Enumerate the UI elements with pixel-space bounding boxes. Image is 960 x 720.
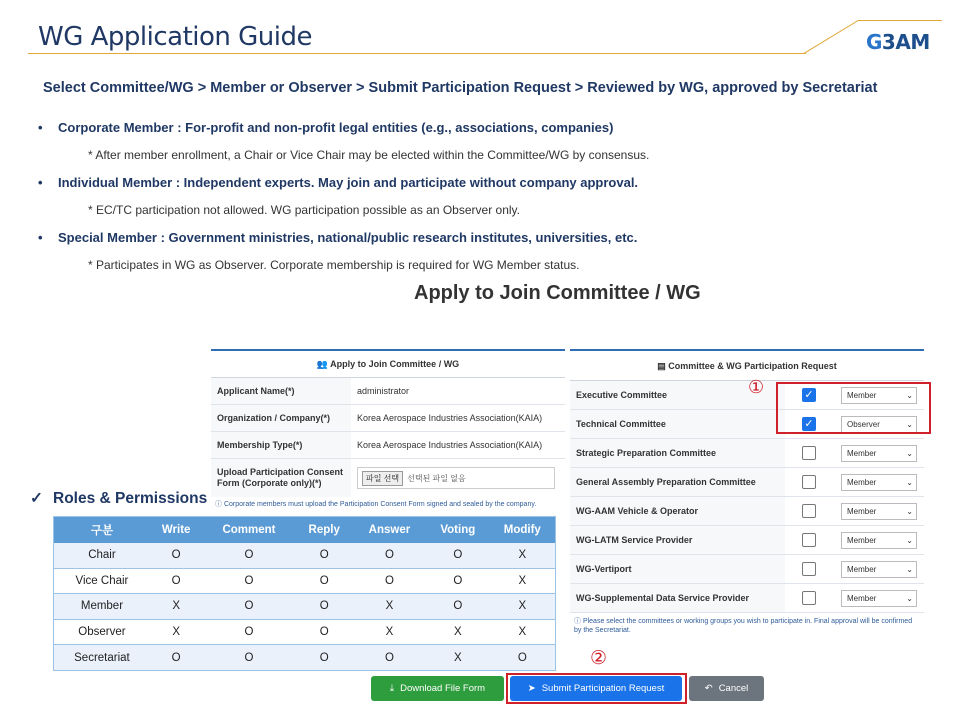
apply-form: [211, 349, 565, 509]
table-cell: O: [202, 594, 296, 620]
column-header: 구분: [54, 517, 151, 543]
table-cell: X: [427, 619, 490, 645]
committee-checkbox[interactable]: ✓: [802, 388, 816, 402]
committee-name: General Assembly Preparation Committee: [570, 468, 785, 496]
organization-field[interactable]: Korea Aerospace Industries Association(KAIA): [357, 413, 543, 423]
choose-file-button[interactable]: 파일 선택: [362, 471, 403, 486]
table-cell: O: [427, 594, 490, 620]
role-select[interactable]: Member ⌄: [841, 590, 917, 607]
chevron-down-icon: ⌄: [906, 535, 913, 545]
committee-row: [570, 468, 924, 497]
table-cell: O: [202, 645, 296, 671]
bullet-individual: • Individual Member : Independent experts. May join and participate without company approval.: [38, 173, 918, 193]
title-underline: [28, 53, 806, 54]
check-icon: ✓: [30, 490, 43, 507]
table-cell: X: [352, 594, 426, 620]
table-cell: O: [202, 543, 296, 569]
table-cell: O: [202, 619, 296, 645]
membership-type-field[interactable]: Korea Aerospace Industries Association(KAIA): [357, 440, 543, 450]
form-row-membership: [211, 432, 565, 459]
page-title: WG Application Guide: [38, 22, 313, 52]
committee-name: WG-Vertiport: [570, 555, 785, 583]
table-cell: O: [150, 543, 201, 569]
table-cell: O: [296, 568, 352, 594]
role-select[interactable]: Member ⌄: [841, 474, 917, 491]
table-row: [54, 568, 556, 594]
roles-title: ✓ Roles & Permissions: [30, 490, 208, 507]
committee-checkbox[interactable]: [802, 533, 816, 547]
table-cell: Chair: [54, 543, 151, 569]
applicant-name-field[interactable]: administrator: [357, 386, 410, 396]
column-header: Comment: [202, 517, 296, 543]
roles-table: [53, 516, 556, 670]
table-row: [54, 594, 556, 620]
committee-row: [570, 439, 924, 468]
table-row: [54, 619, 556, 645]
committee-name: Technical Committee: [570, 410, 785, 438]
role-select[interactable]: Member ⌄: [841, 532, 917, 549]
cancel-button[interactable]: ↶ Cancel: [689, 676, 764, 701]
form-row-applicant: [211, 378, 565, 405]
form-label: Applicant Name(*): [211, 378, 351, 404]
participation-form-header: ▤ Committee & WG Participation Request: [570, 351, 924, 381]
chevron-down-icon: ⌄: [906, 593, 913, 603]
committee-checkbox[interactable]: [802, 446, 816, 460]
form-label: Organization / Company(*): [211, 405, 351, 431]
table-cell: O: [202, 568, 296, 594]
note-corporate: * After member enrollment, a Chair or Vice Chair may be elected within the Committee/WG by consensus.: [88, 148, 650, 162]
highlight-box-submit: [506, 673, 687, 704]
title-overline: [858, 20, 942, 21]
highlight-box-selection: [776, 382, 931, 434]
column-header: Voting: [427, 517, 490, 543]
committee-checkbox[interactable]: [802, 562, 816, 576]
committee-name: WG-AAM Vehicle & Operator: [570, 497, 785, 525]
table-cell: Vice Chair: [54, 568, 151, 594]
column-header: Reply: [296, 517, 352, 543]
chevron-down-icon: ⌄: [906, 477, 913, 487]
table-cell: O: [296, 645, 352, 671]
g3am-logo: G3AM: [866, 30, 930, 54]
committee-checkbox[interactable]: [802, 504, 816, 518]
table-cell: O: [352, 568, 426, 594]
send-icon: ➤: [527, 683, 536, 694]
table-cell: X: [489, 594, 555, 620]
form-row-upload: [211, 459, 565, 497]
committee-name: WG-LATM Service Provider: [570, 526, 785, 554]
role-select[interactable]: Member ⌄: [841, 503, 917, 520]
committee-name: WG-Supplemental Data Service Provider: [570, 584, 785, 612]
role-select[interactable]: Member ⌄: [841, 445, 917, 462]
role-select[interactable]: Member ⌄: [841, 561, 917, 578]
column-header: Write: [150, 517, 201, 543]
table-cell: O: [489, 645, 555, 671]
committee-name: Executive Committee: [570, 381, 785, 409]
column-header: Modify: [489, 517, 555, 543]
bullet-special: • Special Member : Government ministries, national/public research institutes, universities, etc.: [38, 228, 918, 248]
apply-form-header: 👥 Apply to Join Committee / WG: [211, 351, 565, 378]
step-marker-2: ②: [590, 648, 608, 669]
committee-checkbox[interactable]: [802, 475, 816, 489]
title-divider-diagonal: [803, 20, 863, 54]
committee-checkbox[interactable]: ✓: [802, 417, 816, 431]
chevron-down-icon: ⌄: [906, 419, 913, 429]
table-cell: O: [150, 568, 201, 594]
committee-row: [570, 555, 924, 584]
file-status: 선택된 파일 없음: [407, 473, 466, 483]
participation-note: ⓘ Please select the committees or working groups you wish to participate in. Final approval will be confirmed by the Secretariat.: [574, 618, 913, 634]
table-row: [54, 645, 556, 671]
membership-list: [38, 118, 918, 283]
column-header: Answer: [352, 517, 426, 543]
table-row: [54, 543, 556, 569]
table-cell: X: [150, 594, 201, 620]
apply-heading: Apply to Join Committee / WG: [414, 282, 701, 304]
submit-participation-request-button[interactable]: ➤ Submit Participation Request: [510, 676, 682, 701]
committee-checkbox[interactable]: [802, 591, 816, 605]
table-cell: X: [489, 619, 555, 645]
chevron-down-icon: ⌄: [906, 564, 913, 574]
process-flow: Select Committee/WG > Member or Observer > Submit Participation Request > Reviewed by WG, approved by Secretariat: [43, 80, 878, 96]
role-select[interactable]: Member ⌄: [841, 387, 917, 404]
table-cell: O: [296, 543, 352, 569]
note-individual: * EC/TC participation not allowed. WG participation possible as an Observer only.: [88, 203, 520, 217]
role-select[interactable]: Observer ⌄: [841, 416, 917, 433]
table-cell: Member: [54, 594, 151, 620]
bullet-corporate: • Corporate Member : For-profit and non-profit legal entities (e.g., associations, companies): [38, 118, 918, 138]
table-cell: O: [427, 543, 490, 569]
table-cell: O: [150, 645, 201, 671]
form-label: Upload Participation Consent Form (Corporate only)(*): [211, 459, 351, 497]
table-cell: X: [489, 568, 555, 594]
chevron-down-icon: ⌄: [906, 448, 913, 458]
form-label: Membership Type(*): [211, 432, 351, 458]
form-row-organization: [211, 405, 565, 432]
committee-row: [570, 497, 924, 526]
table-cell: X: [150, 619, 201, 645]
table-cell: X: [489, 543, 555, 569]
step-marker-1: ①: [748, 377, 765, 397]
undo-icon: ↶: [704, 683, 713, 694]
table-cell: X: [427, 645, 490, 671]
table-header-row: [54, 517, 556, 543]
chevron-down-icon: ⌄: [906, 506, 913, 516]
download-icon: ⤓: [389, 683, 395, 694]
table-cell: O: [296, 594, 352, 620]
download-file-form-button[interactable]: ⤓ Download File Form: [371, 676, 504, 701]
note-special: * Participates in WG as Observer. Corporate membership is required for WG Member status.: [88, 258, 580, 272]
committee-row: [570, 526, 924, 555]
table-cell: Secretariat: [54, 645, 151, 671]
file-upload-input[interactable]: [357, 467, 555, 489]
upload-note: ⓘ Corporate members must upload the Participation Consent Form signed and sealed by the company.: [215, 501, 537, 508]
table-cell: O: [352, 543, 426, 569]
committee-row: [570, 584, 924, 613]
table-cell: Observer: [54, 619, 151, 645]
committee-name: Strategic Preparation Committee: [570, 439, 785, 467]
chevron-down-icon: ⌄: [906, 390, 913, 400]
table-cell: O: [427, 568, 490, 594]
table-cell: O: [296, 619, 352, 645]
table-cell: X: [352, 619, 426, 645]
table-cell: O: [352, 645, 426, 671]
